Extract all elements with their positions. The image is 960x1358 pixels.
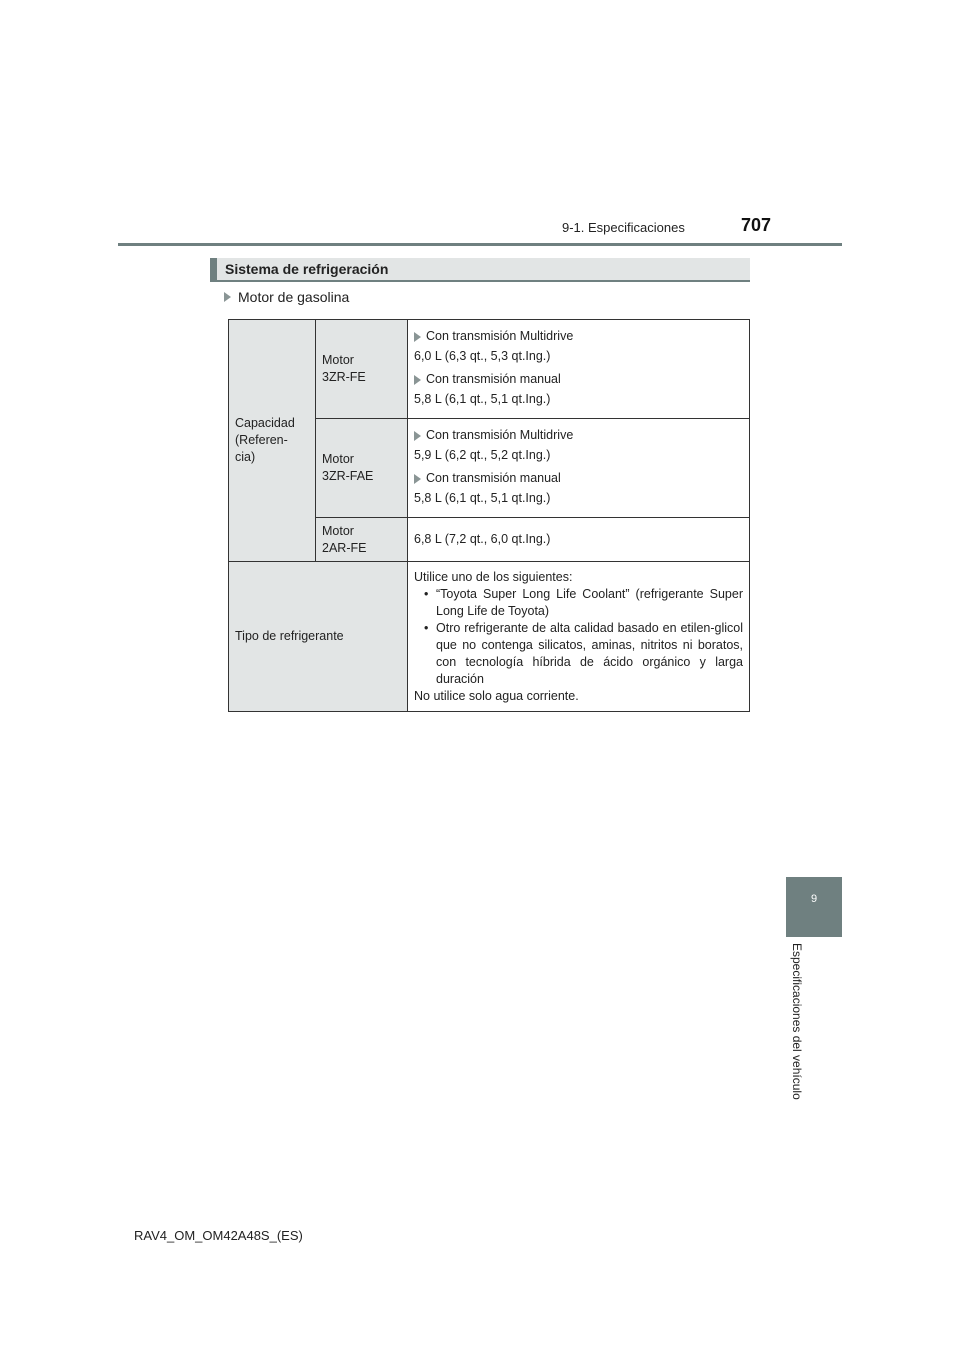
chapter-number: 9 — [810, 893, 818, 905]
engine-capacity-cell — [408, 419, 750, 518]
transmission-label: Con transmisión manual — [426, 471, 561, 485]
header-divider — [118, 243, 842, 246]
capacity-label-line: Capacidad — [235, 416, 295, 430]
coolant-type-label: Tipo de refrigerante — [235, 629, 344, 643]
capacity-amount: 6,0 L (6,3 qt., 5,3 qt.Ing.) — [414, 349, 551, 363]
engine-label-line1: Motor — [322, 452, 354, 466]
bullet-dot-icon: • — [424, 586, 429, 601]
triangle-bullet-icon — [414, 375, 421, 385]
page-number: 707 — [741, 215, 772, 235]
transmission-label: Con transmisión manual — [426, 372, 561, 386]
engine-label-line1: Motor — [322, 353, 354, 367]
capacity-label-cell — [229, 320, 316, 562]
transmission-option — [414, 427, 743, 444]
transmission-option — [414, 328, 743, 345]
triangle-bullet-icon — [414, 332, 421, 342]
engine-label-line2: 3ZR-FAE — [322, 469, 374, 483]
coolant-type-cell — [408, 562, 750, 712]
transmission-option — [414, 371, 743, 388]
coolant-option-text: “Toyota Super Long Life Coolant” (refrigerante Super Long Life de Toyota) — [436, 586, 743, 618]
triangle-bullet-icon — [224, 292, 231, 302]
coolant-option-text: Otro refrigerante de alta calidad basado en etilen-glicol que no contenga silicatos, aminas, nitritos ni boratos, con tecnología híbrida de ácido orgánico y larga duración — [436, 620, 743, 686]
list-item — [414, 586, 743, 620]
list-item — [414, 620, 743, 688]
chapter-tab — [786, 877, 842, 937]
engine-capacity-cell — [408, 518, 750, 562]
transmission-label: Con transmisión Multidrive — [426, 428, 574, 442]
capacity-amount: 5,8 L (6,1 qt., 5,1 qt.Ing.) — [414, 392, 551, 406]
transmission-label: Con transmisión Multidrive — [426, 329, 574, 343]
coolant-list — [414, 586, 743, 688]
engine-label-line2: 3ZR-FE — [322, 370, 366, 384]
capacity-amount: 6,8 L (7,2 qt., 6,0 qt.Ing.) — [414, 532, 551, 546]
coolant-intro: Utilice uno de los siguientes: — [414, 569, 573, 584]
triangle-bullet-icon — [414, 474, 421, 484]
coolant-spec-table — [228, 319, 750, 712]
engine-capacity-cell — [408, 320, 750, 419]
engine-label-cell — [316, 518, 408, 562]
engine-label-cell — [316, 320, 408, 419]
header-section-title: 9-1. Especificaciones — [562, 220, 685, 235]
engine-type-heading — [224, 289, 349, 305]
engine-label-line2: 2AR-FE — [322, 540, 367, 555]
capacity-label-line: cia) — [235, 450, 256, 464]
triangle-bullet-icon — [414, 431, 421, 441]
engine-label-line1: Motor — [322, 523, 354, 538]
transmission-option — [414, 470, 743, 487]
capacity-amount: 5,9 L (6,2 qt., 5,2 qt.Ing.) — [414, 448, 551, 462]
chapter-label: Especificaciones del vehículo — [790, 943, 804, 1100]
engine-type-label: Motor de gasolina — [238, 289, 350, 305]
coolant-type-label-cell — [229, 562, 408, 712]
engine-label-cell — [316, 419, 408, 518]
section-heading: Sistema de refrigeración — [210, 258, 750, 282]
coolant-note: No utilice solo agua corriente. — [414, 688, 579, 703]
capacity-label-line: (Referen- — [235, 433, 288, 447]
document-code: RAV4_OM_OM42A48S_(ES) — [134, 1228, 303, 1243]
capacity-amount: 5,8 L (6,1 qt., 5,1 qt.Ing.) — [414, 491, 551, 505]
bullet-dot-icon: • — [424, 620, 429, 635]
